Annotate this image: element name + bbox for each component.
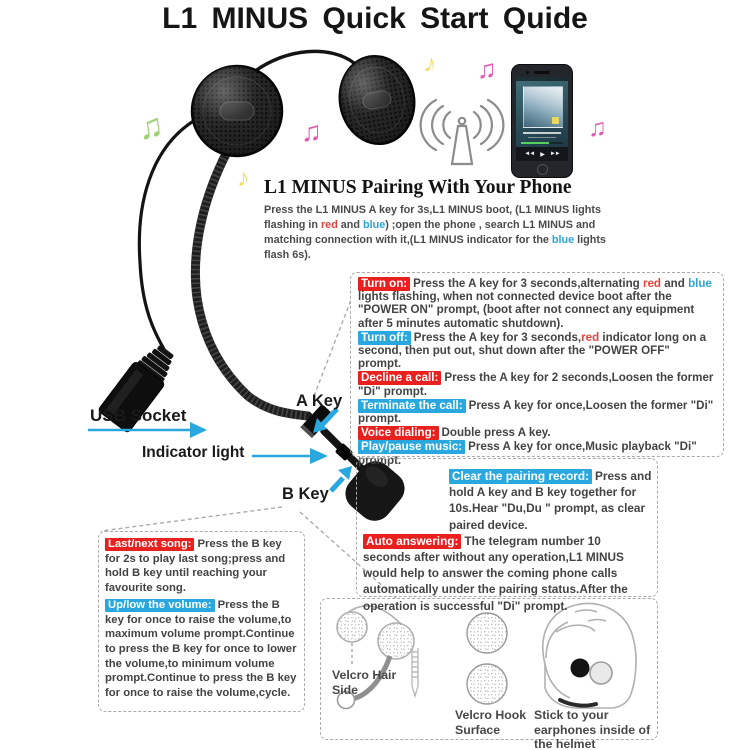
left-speaker <box>192 66 282 156</box>
instruction-text: Press and hold A key and B key together for 10s.Hear "Du,Du " prompt, as clear paired device. <box>449 469 652 532</box>
music-note-icon: ♫ <box>477 54 497 84</box>
instruction-label: Play/pause music: <box>358 440 465 454</box>
instruction-label: Last/next song: <box>105 538 194 551</box>
music-note-icon: ♪ <box>421 49 439 79</box>
wireless-signal-icon <box>421 100 504 164</box>
phone-music-player-screen <box>516 77 568 161</box>
b-key-arrow-shaft <box>331 478 343 491</box>
a-key-functions-box <box>350 272 724 467</box>
instruction-voice-dialing <box>358 426 716 439</box>
instruction-turn-off <box>358 331 716 371</box>
instruction-decline-call <box>358 371 716 397</box>
instruction-text: Press the A key for 2 seconds,Loosen the former "Di" prompt. <box>358 371 714 398</box>
play-icon: ▶ <box>540 151 544 158</box>
velcro-hair-side-label: Velcro Hair Side <box>332 668 397 697</box>
pairing-body: Press the L1 MINUS A key for 3s,L1 MINUS boot, (L1 MINUS lights flashing in red and blue) ;open the phone , search L1 MINUS and matching connection with it,(L1 MINUS indicator for the blue lights flash 6s). <box>264 204 606 261</box>
instruction-text: Press the B key for once to raise the volume,to maximum volume prompt.Continue to press the B key for once to lower the volume,to minimum volume prompt.Continue to press the B key for once to raise the volume,cycle. <box>105 598 297 700</box>
interconnect-wire <box>251 51 354 74</box>
usb-arrow-icon <box>190 422 207 438</box>
velcro-hook-surface-label: Velcro Hook Surface <box>455 708 527 737</box>
phone-home-button <box>537 164 548 175</box>
usb-cable <box>139 120 195 351</box>
music-note-icon: ♫ <box>301 116 322 147</box>
instruction-label: Voice dialing: <box>358 426 439 440</box>
instruction-text: The telegram number 10 seconds after without any operation,L1 MINUS would help to answer the coming phone calls automatically under the pairing status.After the operation is successful "Di" prompt. <box>363 533 628 613</box>
instruction-label: Clear the pairing record: <box>449 469 592 484</box>
indicator-light-label: Indicator light <box>142 444 245 461</box>
music-note-icon: ♫ <box>588 114 607 142</box>
page-title: L1 MINUS Quick Start Quide <box>162 2 588 35</box>
song-artist-bar <box>528 137 556 139</box>
instruction-label: Turn on: <box>358 277 410 291</box>
indicator-arrow-icon <box>310 448 328 464</box>
progress-track <box>521 142 563 144</box>
instruction-last-next-song <box>105 537 298 596</box>
phone-speaker-slit <box>534 71 550 74</box>
b-key-functions-box <box>98 531 305 712</box>
instruction-text: Press the A key for 3 seconds,alternating red and blue lights flashing, when not connected device boot after the "POWER ON" prompt, (boot after not connect any equipment after 5 minutes automatic shutdown). <box>358 277 712 330</box>
stick-to-earphones-label: Stick to your earphones inside of the helmet <box>534 708 651 750</box>
instruction-label: Auto answering: <box>363 534 461 549</box>
instruction-clear-pairing <box>449 468 661 533</box>
instruction-text: Press the A key for 3 seconds,red indicator long on a second, then put out, shut down after the "POWER OFF" prompt. <box>358 330 707 371</box>
phone-camera-dot <box>526 71 529 74</box>
instruction-label: Turn off: <box>358 331 411 345</box>
a-key-label: A Key <box>296 392 343 410</box>
music-note-icon: ♫ <box>135 106 167 148</box>
usb-socket-label: USB Socket <box>90 406 187 425</box>
b-key-label: B Key <box>282 485 329 503</box>
music-note-icon: ♪ <box>237 164 250 192</box>
pairing-management-box <box>356 458 658 613</box>
instruction-text: Press A key for once,Music playback "Di" prompt. <box>358 440 697 467</box>
progress-fill <box>521 142 549 144</box>
smartphone <box>511 64 573 178</box>
previous-track-icon: ◄◄ <box>524 151 535 157</box>
instruction-label: Up/low the volume: <box>105 599 215 612</box>
instruction-label: Decline a call: <box>358 371 441 385</box>
song-title-bar <box>523 132 561 134</box>
instruction-text: Press A key for once,Loosen the former "Di" prompt. <box>358 398 714 426</box>
pairing-heading: L1 MINUS Pairing With Your Phone <box>264 177 572 198</box>
instruction-terminate-call <box>358 399 716 425</box>
instruction-volume <box>105 598 298 701</box>
instruction-text: Press the B key for 2s to play last song;press and hold B key until reaching your favourite song. <box>105 538 286 595</box>
instruction-text: Double press A key. <box>441 426 551 440</box>
album-art-sticker <box>552 117 559 124</box>
right-speaker <box>333 50 421 150</box>
instruction-turn-on <box>358 277 716 330</box>
playback-controls <box>516 147 568 161</box>
next-track-icon: ►► <box>549 151 560 157</box>
instruction-label: Terminate the call: <box>358 399 466 413</box>
phone-status-bar <box>516 77 568 81</box>
